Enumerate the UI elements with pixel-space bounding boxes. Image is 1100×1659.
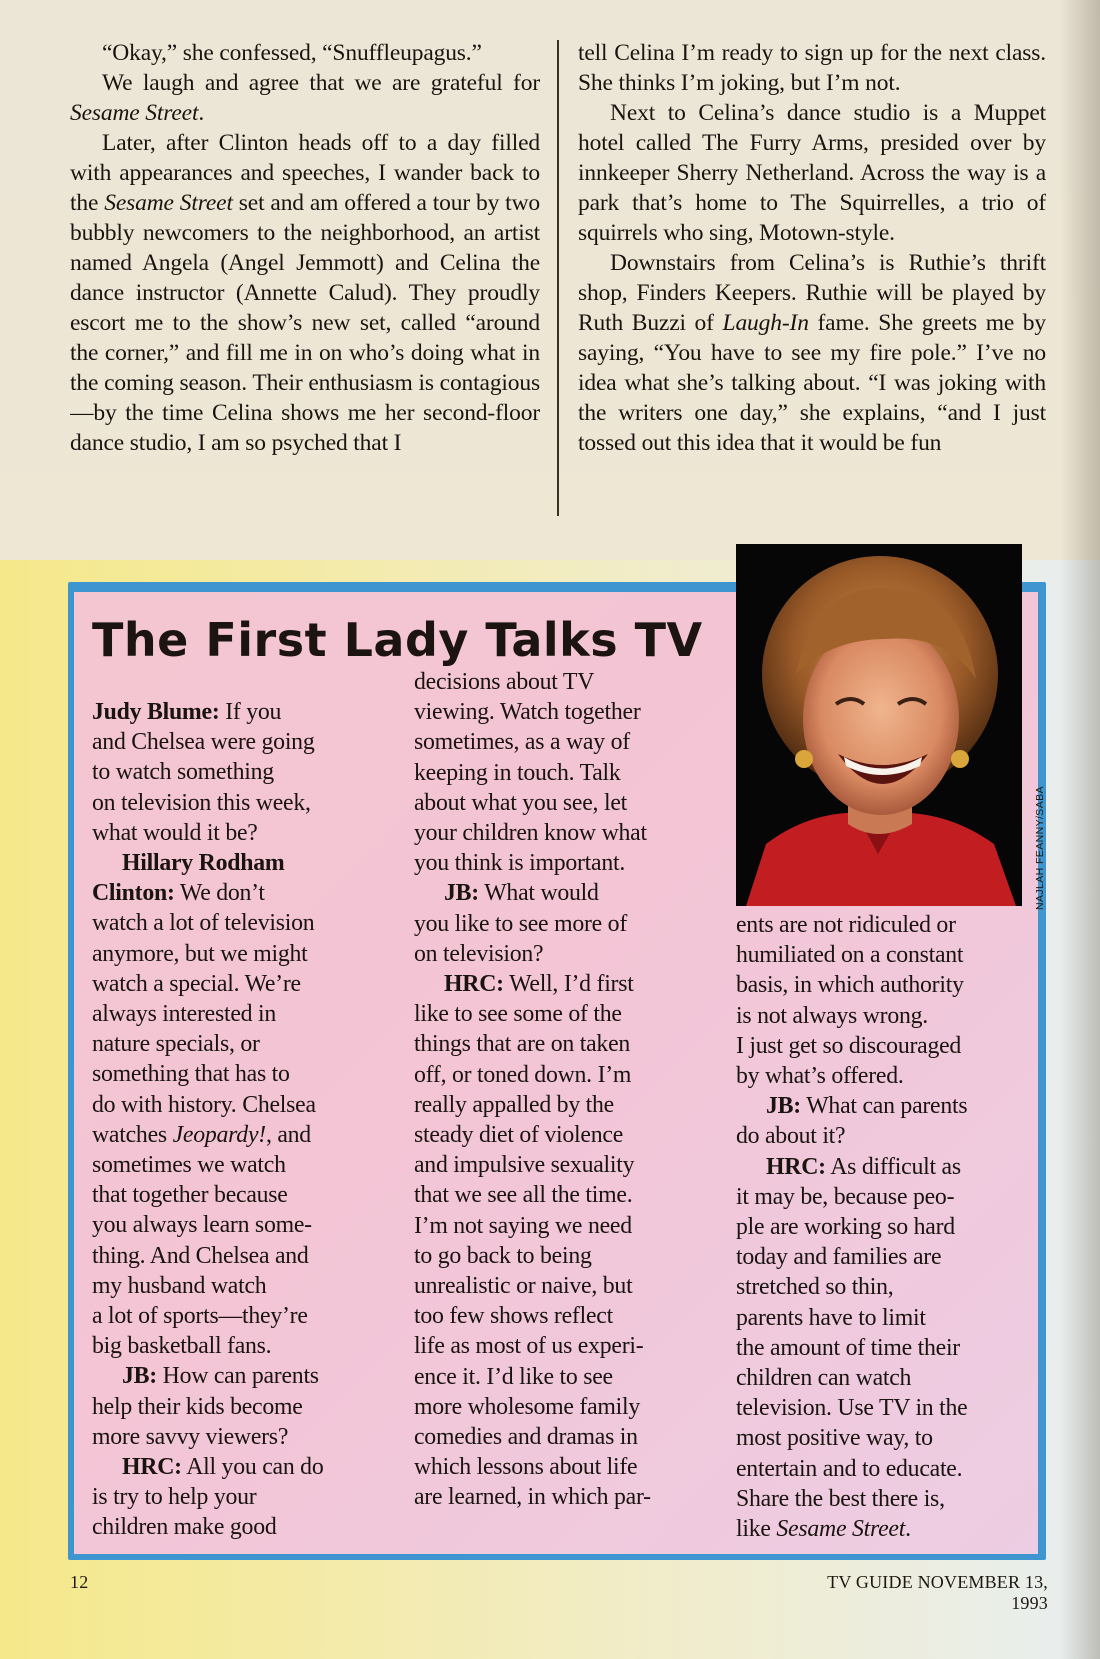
article-paragraph	[578, 38, 1046, 98]
interview-line: on television?	[414, 940, 544, 967]
speaker-label: HRC:	[122, 1454, 182, 1481]
interview-line: and Chelsea were going	[92, 729, 315, 756]
interview-line: JB: What would	[444, 880, 599, 907]
interview-line: Clinton: We don’t	[92, 880, 265, 907]
interview-line: about what you see, let	[414, 789, 627, 816]
interview-line: entertain and to educate.	[736, 1455, 963, 1482]
interview-line: most positive way, to	[736, 1425, 933, 1452]
interview-line: keeping in touch. Talk	[414, 759, 621, 786]
interview-line: sometimes, as a way of	[414, 729, 630, 756]
interview-line: more wholesome family	[414, 1393, 641, 1420]
interview-line: life as most of us experi-	[414, 1333, 644, 1360]
interview-line: too few shows reflect	[414, 1303, 613, 1330]
portrait-image	[736, 544, 1022, 906]
interview-line: always interested in	[92, 1001, 276, 1028]
interview-line: comedies and dramas in	[414, 1424, 638, 1451]
portrait-photo	[736, 544, 1022, 906]
interview-column-2	[414, 667, 714, 1547]
interview-line: children can watch	[736, 1365, 912, 1392]
interview-line: your children know what	[414, 820, 647, 847]
interview-line: that together because	[92, 1182, 288, 1209]
interview-line: unrealistic or naive, but	[414, 1273, 633, 1300]
interview-line: viewing. Watch together	[414, 699, 641, 726]
interview-column-1	[92, 697, 392, 1547]
article-column-left	[70, 38, 540, 518]
show-title: Sesame Street	[70, 100, 199, 126]
interview-line: on television this week,	[92, 789, 311, 816]
interview-line: you think is important.	[414, 850, 626, 877]
interview-line: Judy Blume: If you	[92, 699, 282, 725]
interview-line: do about it?	[736, 1123, 846, 1150]
page-number: 12	[70, 1572, 89, 1592]
interview-line: help their kids become	[92, 1393, 303, 1420]
interview-line: big basketball fans.	[92, 1333, 272, 1360]
article-text: fame. She greets me by saying, “You have to see my fire pole.” I’ve no idea what she’s talking about. “I was joking with the writers one day,” she explains, “and I just tossed out this idea that it would be fun	[578, 310, 1046, 456]
interview-line: anymore, but we might	[92, 940, 308, 967]
interview-line: ents are not ridiculed or	[736, 912, 956, 938]
interview-line: you always learn some-	[92, 1212, 312, 1239]
interview-line: thing. And Chelsea and	[92, 1242, 309, 1269]
interview-line: Hillary Rodham	[122, 850, 285, 877]
interview-line: today and families are	[736, 1244, 942, 1271]
article-text: .	[905, 1516, 911, 1543]
interview-line: television. Use TV in the	[736, 1395, 968, 1422]
article-paragraph	[70, 68, 540, 128]
interview-line: humiliated on a constant	[736, 942, 964, 969]
interview-line: really appalled by the	[414, 1091, 614, 1118]
interview-line: nature specials, or	[92, 1031, 260, 1058]
sidebar-title: The First Lady Talks TV	[92, 613, 703, 667]
interview-line: are learned, in which par-	[414, 1484, 651, 1511]
article-text: tell Celina I’m ready to sign up for the next class. She thinks I’m joking, but I’m not.	[578, 40, 1046, 96]
interview-line: is not always wrong.	[736, 1002, 928, 1029]
interview-line: off, or toned down. I’m	[414, 1061, 632, 1088]
speaker-label: JB:	[444, 880, 479, 907]
interview-line: do with history. Chelsea	[92, 1091, 316, 1118]
show-title: Sesame Street	[776, 1516, 906, 1543]
interview-line: which lessons about life	[414, 1454, 638, 1481]
article-text: Later, after Clinton heads off to a day filled with appearances and speeches, I wander back to the	[70, 130, 540, 216]
interview-line: like to see some of the	[414, 1001, 622, 1028]
article-text: We laugh and agree that we are grateful for	[102, 70, 540, 96]
article-text: set and am offered a tour by two bubbly newcomers to the neighborhood, an artist named Angela (Angel Jemmott) and Celina the dance instructor (Annette Calud). They proudly escort me to the show’s new set, called “around the corner,” and fill me in on who’s doing what in the coming season. Their enthusiasm is contagious—by the time Celina shows me her second-floor dance studio, I am so psyched that I	[70, 190, 540, 456]
article-text: Downstairs from Celina’s is Ruthie’s thrift shop, Finders Keepers. Ruthie will be played by Ruth Buzzi of	[578, 250, 1046, 336]
magazine-footer: TV GUIDE NOVEMBER 13, 1993	[827, 1572, 1048, 1613]
speaker-label: Judy Blume:	[92, 699, 220, 725]
interview-line: HRC: Well, I’d first	[444, 971, 634, 998]
interview-line: the amount of time their	[736, 1334, 960, 1361]
interview-line: Share the best there is,	[736, 1485, 945, 1512]
interview-line: and impulsive sexuality	[414, 1152, 635, 1179]
interview-line: JB: What can parents	[766, 1093, 968, 1120]
interview-line: HRC: As difficult as	[766, 1153, 961, 1180]
interview-line: my husband watch	[92, 1272, 267, 1299]
interview-line: I just get so discouraged	[736, 1032, 962, 1059]
interview-line: by what’s offered.	[736, 1063, 904, 1090]
interview-line: something that has to	[92, 1061, 290, 1088]
interview-line: I’m not saying we need	[414, 1212, 632, 1239]
interview-line: is try to help your	[92, 1484, 257, 1511]
interview-line: stretched so thin,	[736, 1274, 894, 1301]
photo-credit	[1022, 760, 1046, 910]
interview-line: a lot of sports—they’re	[92, 1303, 308, 1330]
article-column-right	[578, 38, 1046, 518]
article-paragraph	[578, 248, 1046, 458]
article-paragraph	[70, 128, 540, 458]
interview-line: sometimes we watch	[92, 1152, 286, 1179]
interview-line: to go back to being	[414, 1242, 592, 1269]
article-paragraph	[70, 38, 540, 68]
interview-line: watch a lot of television	[92, 910, 315, 937]
interview-line: more savvy viewers?	[92, 1423, 289, 1450]
interview-line: parents have to limit	[736, 1304, 926, 1331]
interview-line: watch a special. We’re	[92, 970, 301, 997]
interview-line: to watch something	[92, 759, 274, 786]
speaker-label: HRC:	[444, 971, 504, 998]
interview-line: basis, in which authority	[736, 972, 964, 999]
interview-line: you like to see more of	[414, 910, 627, 937]
column-divider	[557, 40, 559, 516]
speaker-label: JB:	[766, 1093, 801, 1120]
page-edge-shadow	[1060, 0, 1100, 1659]
show-title: Sesame Street	[104, 190, 233, 216]
interview-line: ence it. I’d like to see	[414, 1363, 613, 1390]
article-text: .	[198, 100, 205, 126]
article-text: Next to Celina’s dance studio is a Muppet hotel called The Furry Arms, presided over by innkeeper Sherry Netherland. Across the way is a park that’s home to The Squirrelles, a trio of squirrels who sing, Motown-style.	[578, 100, 1046, 246]
interview-line: like Sesame Street.	[736, 1516, 911, 1543]
interview-line: decisions about TV	[414, 669, 595, 695]
interview-line: watches Jeopardy!, and	[92, 1121, 311, 1148]
interview-line: that we see all the time.	[414, 1182, 633, 1209]
interview-line: ple are working so hard	[736, 1214, 955, 1241]
article-paragraph	[578, 98, 1046, 248]
speaker-label: HRC:	[766, 1153, 826, 1180]
interview-column-3	[736, 910, 1036, 1550]
interview-line: steady diet of violence	[414, 1122, 624, 1149]
interview-line: what would it be?	[92, 819, 258, 846]
interview-line: JB: How can parents	[122, 1363, 319, 1390]
interview-line: things that are on taken	[414, 1031, 631, 1058]
interview-line: HRC: All you can do	[122, 1454, 324, 1481]
photo-credit-text: NAJLAH FEANNY/SABA	[1034, 786, 1046, 910]
show-title: Laugh-In	[722, 310, 809, 336]
interview-line: children make good	[92, 1514, 277, 1541]
interview-line: it may be, because peo-	[736, 1183, 955, 1210]
article-text: “Okay,” she confessed, “Snuffleupagus.”	[102, 40, 482, 66]
show-title: Jeopardy!	[172, 1121, 266, 1148]
speaker-label: JB:	[122, 1363, 157, 1390]
